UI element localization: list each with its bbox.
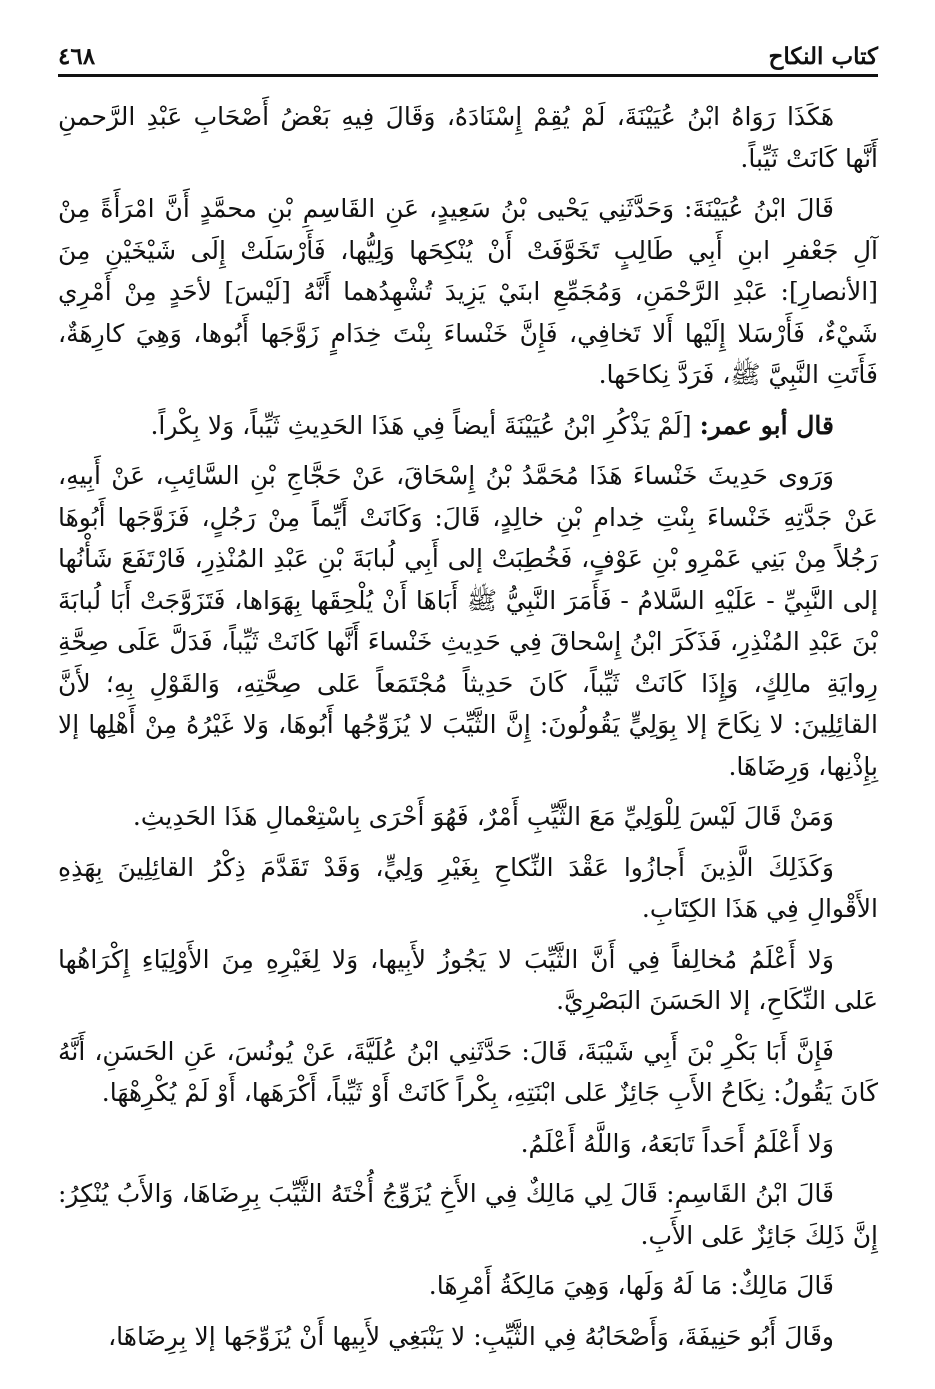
paragraph: وَمَنْ قَالَ لَيْسَ لِلْوَلِيِّ مَعَ الثَّيِّبِ أَمْرٌ، فَهُوَ أَحْرَى بِاسْتِعْمالِ هَذَا الحَدِيثِ. — [132, 802, 834, 831]
speaker-label: قال أبو عمر: — [699, 410, 834, 440]
paragraph: قَالَ ابْنُ عُيَيْنَةَ: وَحَدَّثَنِي يَحْيى بْنُ سَعِيدٍ، عَنِ القَاسِمِ بْنِ محمَّدٍ أَنَّ امْرَأَةً مِنْ آلِ جَعْفرِ ابنِ أَبِي طَالِبٍ تَخَوَّفَتْ أَنْ يُنْكِحَها وَلِيُّها، فَأَرْسَلَتْ إِلَى شَيْخَيْنِ مِنَ [الأنصارِ]: عَبْدِ الرَّحْمَنِ، وَمُجَمِّعِ ابنَيْ يَزِيدَ تُشْهِدُهما أَنَّهُ [لَيْسَ] لأحَدٍ مِنْ أَمْرِي شَيْءٌ، فَأَرْسَلا إِلَيْها أَلا تَخافِي، فَإِنَّ خَنْساءَ بِنْتَ خِدَامٍ زَوَّجَها أَبُوها، وَهِيَ كارِهَةٌ، فَأَتَتِ النَّبِيَّ ﷺ، فَرَدَّ نِكاحَها. — [58, 194, 878, 389]
paragraph: وَلا أَعْلَمُ مُخالِفاً فِي أَنَّ الثَّيِّبَ لا يَجُوزُ لأَبِيها، وَلا لِغَيْرِهِ مِنَ الأَوْلِيَاءِ إِكْرَاهُها عَلى النِّكَاحِ، إلا الحَسَنَ البَصْرِيَّ. — [58, 944, 878, 1015]
paragraph: هَكَذَا رَوَاهُ ابْنُ عُيَيْنَةَ، لَمْ يُقِمْ إِسْنَادَهُ، وَقَالَ فِيهِ بَعْضُ أَصْحَابِ عَبْدِ الرَّحمنِ أَنَّها كَانَتْ ثَيِّباً. — [58, 102, 878, 173]
book-title: كتاب النكاح — [768, 43, 878, 70]
page-body — [58, 96, 878, 1366]
paragraph — [58, 405, 878, 447]
paragraph: وَرَوى حَدِيثَ خَنْساءَ هَذَا مُحَمَّدُ بْنُ إِسْحَاقَ، عَنْ حَجَّاجِ بْنِ السَّائِبِ، عَنْ أَبِيهِ، عَنْ جَدَّتِهِ خَنْساءَ بِنْتِ خِدامِ بْنِ خالِدٍ، قَالَ: وَكَانَتْ أَيِّماً مِنْ رَجُلٍ، فَزَوَّجَها أَبُوهَا رَجُلاً مِنْ بَنِي عَمْرِو بْنِ عَوْفٍ، فَخُطِبَتْ إلى أَبِي لُبابَةَ بْنِ عَبْدِ المُنْذِرِ، فَارْتَفَعَ شَأْنُها إلى النَّبِيِّ - عَلَيْهِ السَّلامُ - فَأَمَرَ النَّبِيُّ ﷺ أَبَاهَا أَنْ يُلْحِقَها بِهَوَاها، فَتَزَوَّجَتْ أَبَا لُبابَةَ بْنَ عَبْدِ المُنْذِرِ، فَذَكَرَ ابْنُ إِسْحاقَ فِي حَدِيثِ خَنْساءَ أَنَّها كَانَتْ ثَيِّباً، فَدَلَّ عَلَى صِحَّةِ رِوايَةِ مالِكٍ، وَإِذَا كَانَتْ ثَيِّباً، كَانَ حَدِيثاً مُجْتَمَعاً عَلى صِحَّتِهِ، وَالقَوْلِ بِهِ؛ لأَنَّ القائِلِينَ: لا نِكَاحَ إلا بِوَلِيٍّ يَقُولُونَ: إِنَّ الثَّيِّبَ لا يُزَوِّجُها أَبُوهَا، وَلا غَيْرُهُ مِنْ أَهْلِها إلا بِإِذْنِها، وَرِضَاهَا. — [58, 461, 878, 781]
paragraph-text: [لَمْ يَذْكُرِ ابْنُ عُيَيْنَةَ أيضاً فِي هَذَا الحَدِيثِ ثَيِّباً، وَلا بِكْراً. — [150, 410, 692, 440]
page-header — [58, 30, 878, 80]
paragraph: وقَالَ أَبُو حَنِيفَةَ، وَأَصْحَابُهُ فِي الثَّيِّبِ: لا يَنْبَغِي لأَبِيها أَنْ يُزَوِّجَها إلا بِرِضَاهَا، — [108, 1321, 834, 1351]
paragraph: فَإِنَّ أَبَا بَكْرِ بْنَ أَبِي شَيْبَةَ، قَالَ: حَدَّثَنِي ابْنُ عُلَيَّةَ، عَنْ يُونُسَ، عَنِ الحَسَنِ، أَنَّهُ كَانَ يَقُولُ: نِكَاحُ الأَبِ جَائِزٌ عَلى ابْنَتِهِ، بِكْراً كَانَتْ أَوْ ثَيِّباً، أَكْرَهَها، أَوْ لَمْ يُكْرِهْهَا. — [58, 1036, 878, 1107]
paragraph: قَالَ مَالِكٌ: مَا لَهُ وَلَها، وَهِيَ مَالِكَةُ أَمْرِهَا. — [428, 1271, 834, 1300]
paragraph: قَالَ ابْنُ القَاسِمِ: قَالَ لِي مَالِكٌ فِي الأَخِ يُزَوِّجُ أُخْتَهُ الثَّيِّبَ بِرِضَاهَا، وَالأَبُ يُنْكِرُ: إِنَّ ذَلِكَ جَائِزٌ عَلى الأَبِ. — [58, 1179, 878, 1250]
paragraph: وَلا أَعْلَمُ أَحَداً تَابَعَهُ، وَاللَّهُ أَعْلَمُ. — [520, 1128, 834, 1158]
page-number: ٤٦٨ — [58, 43, 96, 70]
header-rule — [58, 74, 878, 77]
paragraph: وَكَذَلِكَ الَّذِينَ أَجازُوا عَقْدَ النِّكاحِ بِغَيْرِ وَلِيٍّ، وَقَدْ تَقَدَّمَ ذِكْرُ القائِلِينَ بِهَذِهِ الأَقْوالِ فِي هَذَا الكِتَابِ. — [58, 852, 878, 923]
